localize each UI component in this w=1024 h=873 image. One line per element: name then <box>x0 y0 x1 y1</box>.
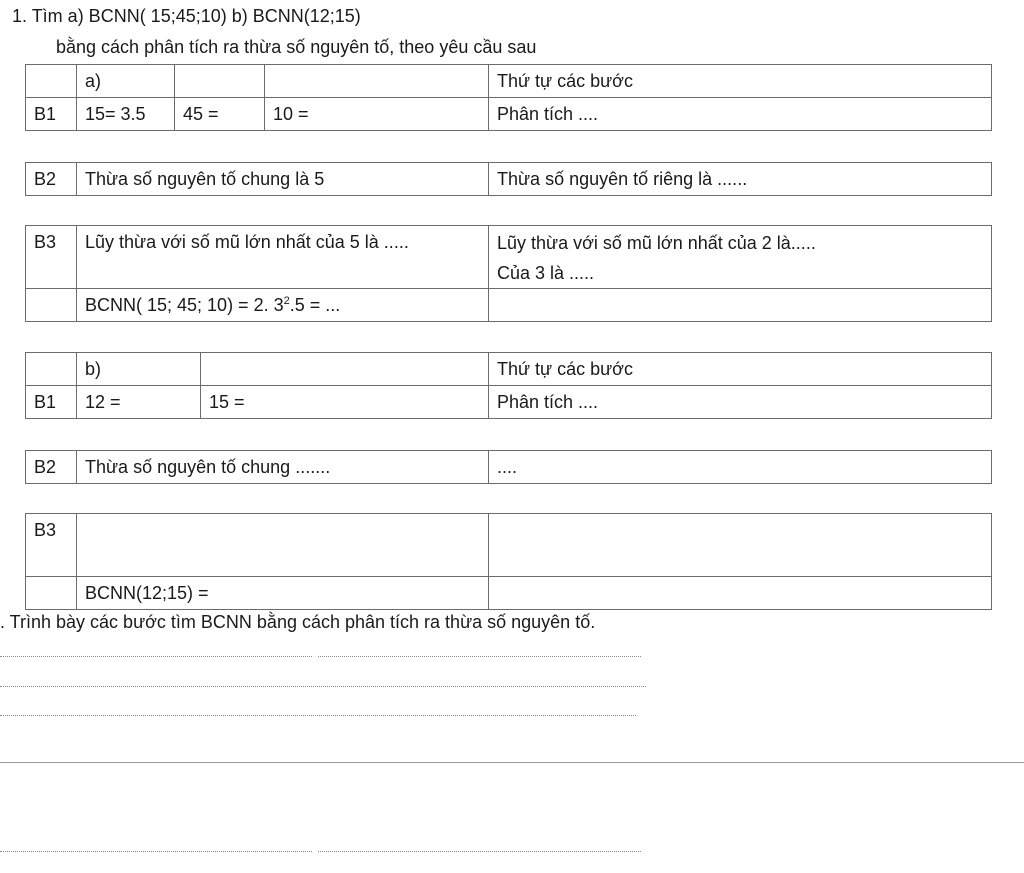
table-cell: B3 <box>26 226 77 289</box>
table-row <box>26 386 992 419</box>
table-row <box>26 98 992 131</box>
table-row <box>26 289 992 322</box>
table-cell <box>265 65 489 98</box>
table-cell <box>26 353 77 386</box>
table-b-step2 <box>25 450 992 484</box>
table-cell <box>77 289 489 322</box>
table-row <box>26 451 992 484</box>
table-cell <box>77 514 489 577</box>
table-a-step2 <box>25 162 992 196</box>
table-row <box>26 163 992 196</box>
table-b-step1 <box>25 352 992 419</box>
table-row <box>26 226 992 289</box>
table-cell: 12 = <box>77 386 201 419</box>
table-cell: Phân tích .... <box>489 386 992 419</box>
table-cell: a) <box>77 65 175 98</box>
table-cell: Thừa số nguyên tố chung ....... <box>77 451 489 484</box>
table-cell: 10 = <box>265 98 489 131</box>
table-cell: Thừa số nguyên tố riêng là ...... <box>489 163 992 196</box>
table-a-step3 <box>25 225 992 322</box>
table-cell: BCNN(12;15) = <box>77 577 489 610</box>
table-row <box>26 514 992 577</box>
answer-line <box>0 686 646 687</box>
table-cell: Thứ tự các bước <box>489 65 992 98</box>
question-title: 1. Tìm a) BCNN( 15;45;10) b) BCNN(12;15) <box>12 6 361 26</box>
table-cell: B1 <box>26 386 77 419</box>
table-row <box>26 65 992 98</box>
answer-line <box>0 851 312 852</box>
lcm-power-2: Lũy thừa với số mũ lớn nhất của 2 là..... <box>497 233 816 253</box>
table-cell <box>489 577 992 610</box>
answer-line <box>0 715 636 716</box>
table-cell: 15 = <box>201 386 489 419</box>
table-cell: Lũy thừa với số mũ lớn nhất của 5 là ..... <box>77 226 489 289</box>
table-cell: 15= 3.5 <box>77 98 175 131</box>
table-cell <box>26 577 77 610</box>
table-a-step1 <box>25 64 992 131</box>
table-cell: B3 <box>26 514 77 577</box>
table-b-step3 <box>25 513 992 610</box>
table-cell: Thừa số nguyên tố chung là 5 <box>77 163 489 196</box>
lcm-power-3: Của 3 là ..... <box>497 263 595 283</box>
table-cell: B2 <box>26 451 77 484</box>
table-cell: Phân tích .... <box>489 98 992 131</box>
table-cell: 45 = <box>175 98 265 131</box>
table-cell <box>489 289 992 322</box>
instruction-text: . Trình bày các bước tìm BCNN bằng cách phân tích ra thừa số nguyên tố. <box>0 612 596 632</box>
lcm-expression-prefix: BCNN( 15; 45; 10) = 2. 3 <box>85 294 284 315</box>
table-cell <box>489 514 992 577</box>
answer-line <box>0 656 312 657</box>
divider <box>0 762 1024 763</box>
table-cell <box>26 65 77 98</box>
table-cell <box>175 65 265 98</box>
question-subtitle: bằng cách phân tích ra thừa số nguyên tố, theo yêu cầu sau <box>56 37 537 57</box>
table-cell <box>489 226 992 289</box>
table-cell: b) <box>77 353 201 386</box>
table-cell <box>201 353 489 386</box>
table-cell: B2 <box>26 163 77 196</box>
table-row <box>26 353 992 386</box>
table-cell: Thứ tự các bước <box>489 353 992 386</box>
table-row <box>26 577 992 610</box>
table-cell <box>26 289 77 322</box>
table-cell: B1 <box>26 98 77 131</box>
answer-line <box>318 851 641 852</box>
lcm-expression-suffix: .5 = ... <box>289 294 341 315</box>
table-cell: .... <box>489 451 992 484</box>
answer-line <box>318 656 641 657</box>
lcm-exponent: 2 <box>283 294 290 307</box>
